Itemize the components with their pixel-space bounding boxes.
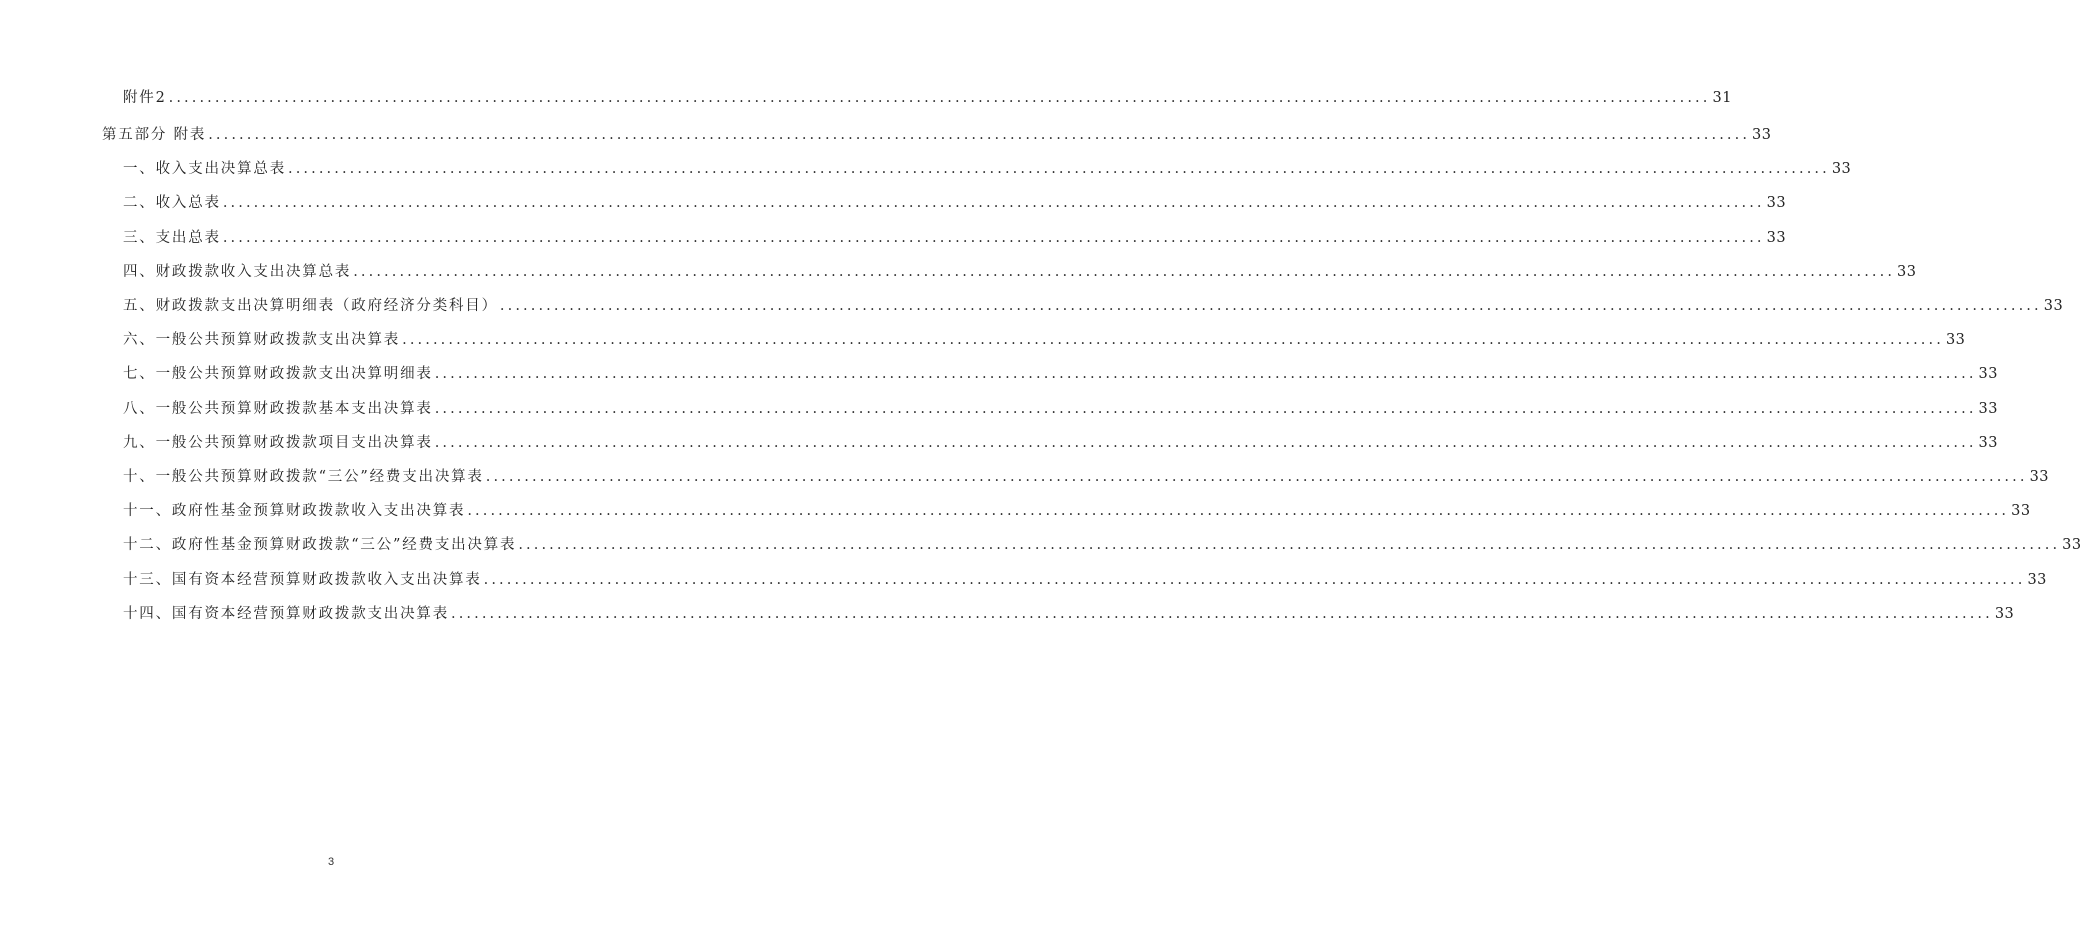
toc-entry-label: 九、一般公共预算财政拨款项目支出决算表 xyxy=(123,434,433,451)
toc-entry-label: 二、收入总表 xyxy=(123,195,221,212)
toc-entry-page: 33 xyxy=(2011,503,2031,520)
toc-entry-label: 十四、国有资本经营预算财政拨款支出决算表 xyxy=(123,605,449,622)
toc-dot-leader: ........................................................................................................................................................................................................ xyxy=(467,503,2010,520)
toc-entry-page: 33 xyxy=(1831,161,1852,178)
toc-entry[interactable] xyxy=(123,364,1998,384)
toc-dot-leader: ........................................................................................................................................................................................................ xyxy=(499,298,2042,314)
toc-entry[interactable] xyxy=(123,88,1732,108)
toc-entry-page: 33 xyxy=(2062,537,2082,554)
toc-entry-page: 31 xyxy=(1712,90,1732,106)
toc-entry[interactable] xyxy=(123,501,2031,521)
toc-dot-leader: ........................................................................................................................................................................................................ xyxy=(518,537,2061,554)
toc-entry[interactable] xyxy=(102,125,1772,145)
toc-entry-label: 八、一般公共预算财政拨款基本支出决算表 xyxy=(123,400,433,417)
toc-entry-label: 十二、政府性基金预算财政拨款“三公”经费支出决算表 xyxy=(123,537,517,554)
toc-dot-leader: ........................................................................................................................................................................................................ xyxy=(483,571,2026,588)
toc-entry-label: 第五部分 附表 xyxy=(102,127,207,143)
toc-entry-label: 七、一般公共预算财政拨款支出决算明细表 xyxy=(123,366,433,383)
toc-entry-label: 十三、国有资本经营预算财政拨款收入支出决算表 xyxy=(123,571,482,588)
toc-entry[interactable] xyxy=(123,604,2015,624)
toc-dot-leader: ........................................................................................................................................................................................................ xyxy=(434,434,1977,451)
toc-entry[interactable] xyxy=(123,467,2050,487)
toc-entry-label: 三、支出总表 xyxy=(123,229,221,246)
toc-entry-label: 六、一般公共预算财政拨款支出决算表 xyxy=(123,332,401,349)
toc-dot-leader: ........................................................................................................................................................................................................ xyxy=(402,332,1944,349)
toc-entry-page: 33 xyxy=(2043,298,2064,314)
toc-entry-page: 33 xyxy=(1752,127,1772,143)
toc-entry-page: 33 xyxy=(1766,229,1787,246)
toc-entry-page: 33 xyxy=(1766,195,1787,212)
toc-entry[interactable] xyxy=(123,159,1852,179)
toc-entry-label: 五、财政拨款支出决算明细表（政府经济分类科目） xyxy=(123,298,498,314)
toc-dot-leader: ........................................................................................................................................................................................................ xyxy=(434,366,1977,383)
toc-entry-page: 33 xyxy=(1978,366,1998,383)
toc-entry-page: 33 xyxy=(1945,332,1966,349)
toc-entry[interactable] xyxy=(123,228,1787,248)
toc-entry-label: 四、财政拨款收入支出决算总表 xyxy=(123,263,352,280)
toc-entry[interactable] xyxy=(123,570,2047,590)
toc-entry-label: 一、收入支出决算总表 xyxy=(123,161,286,178)
toc-entry[interactable] xyxy=(123,296,2064,316)
toc-dot-leader: ........................................................................................................................................................................................................ xyxy=(168,90,1711,106)
toc-dot-leader: ........................................................................................................................................................................................................ xyxy=(222,195,1765,212)
toc-entry-label: 附件2 xyxy=(123,90,167,106)
toc-entry[interactable] xyxy=(123,535,2082,555)
toc-entry-page: 33 xyxy=(1978,434,1998,451)
toc-entry-page: 33 xyxy=(1897,263,1917,280)
toc-entry-page: 33 xyxy=(1994,605,2015,622)
toc-entry[interactable] xyxy=(123,262,1917,282)
toc-entry[interactable] xyxy=(123,193,1787,213)
toc-entry[interactable] xyxy=(123,330,1966,350)
toc-dot-leader: ........................................................................................................................................................................................................ xyxy=(222,229,1765,246)
toc-entry-page: 33 xyxy=(1978,400,1998,417)
toc-dot-leader: ........................................................................................................................................................................................................ xyxy=(485,469,2028,485)
page-number: 3 xyxy=(327,856,335,868)
toc-entry[interactable] xyxy=(123,433,1998,453)
toc-entry-label: 十、一般公共预算财政拨款“三公”经费支出决算表 xyxy=(123,469,484,485)
toc-dot-leader: ........................................................................................................................................................................................................ xyxy=(288,161,1830,178)
toc-dot-leader: ........................................................................................................................................................................................................ xyxy=(434,400,1977,417)
toc-entry[interactable] xyxy=(123,399,1998,419)
toc-entry-page: 33 xyxy=(2027,571,2047,588)
toc-dot-leader: ........................................................................................................................................................................................................ xyxy=(208,127,1751,143)
toc-dot-leader: ........................................................................................................................................................................................................ xyxy=(451,605,1993,622)
toc-dot-leader: ........................................................................................................................................................................................................ xyxy=(353,263,1896,280)
toc-entry-label: 十一、政府性基金预算财政拨款收入支出决算表 xyxy=(123,503,466,520)
toc-entry-page: 33 xyxy=(2029,469,2050,485)
